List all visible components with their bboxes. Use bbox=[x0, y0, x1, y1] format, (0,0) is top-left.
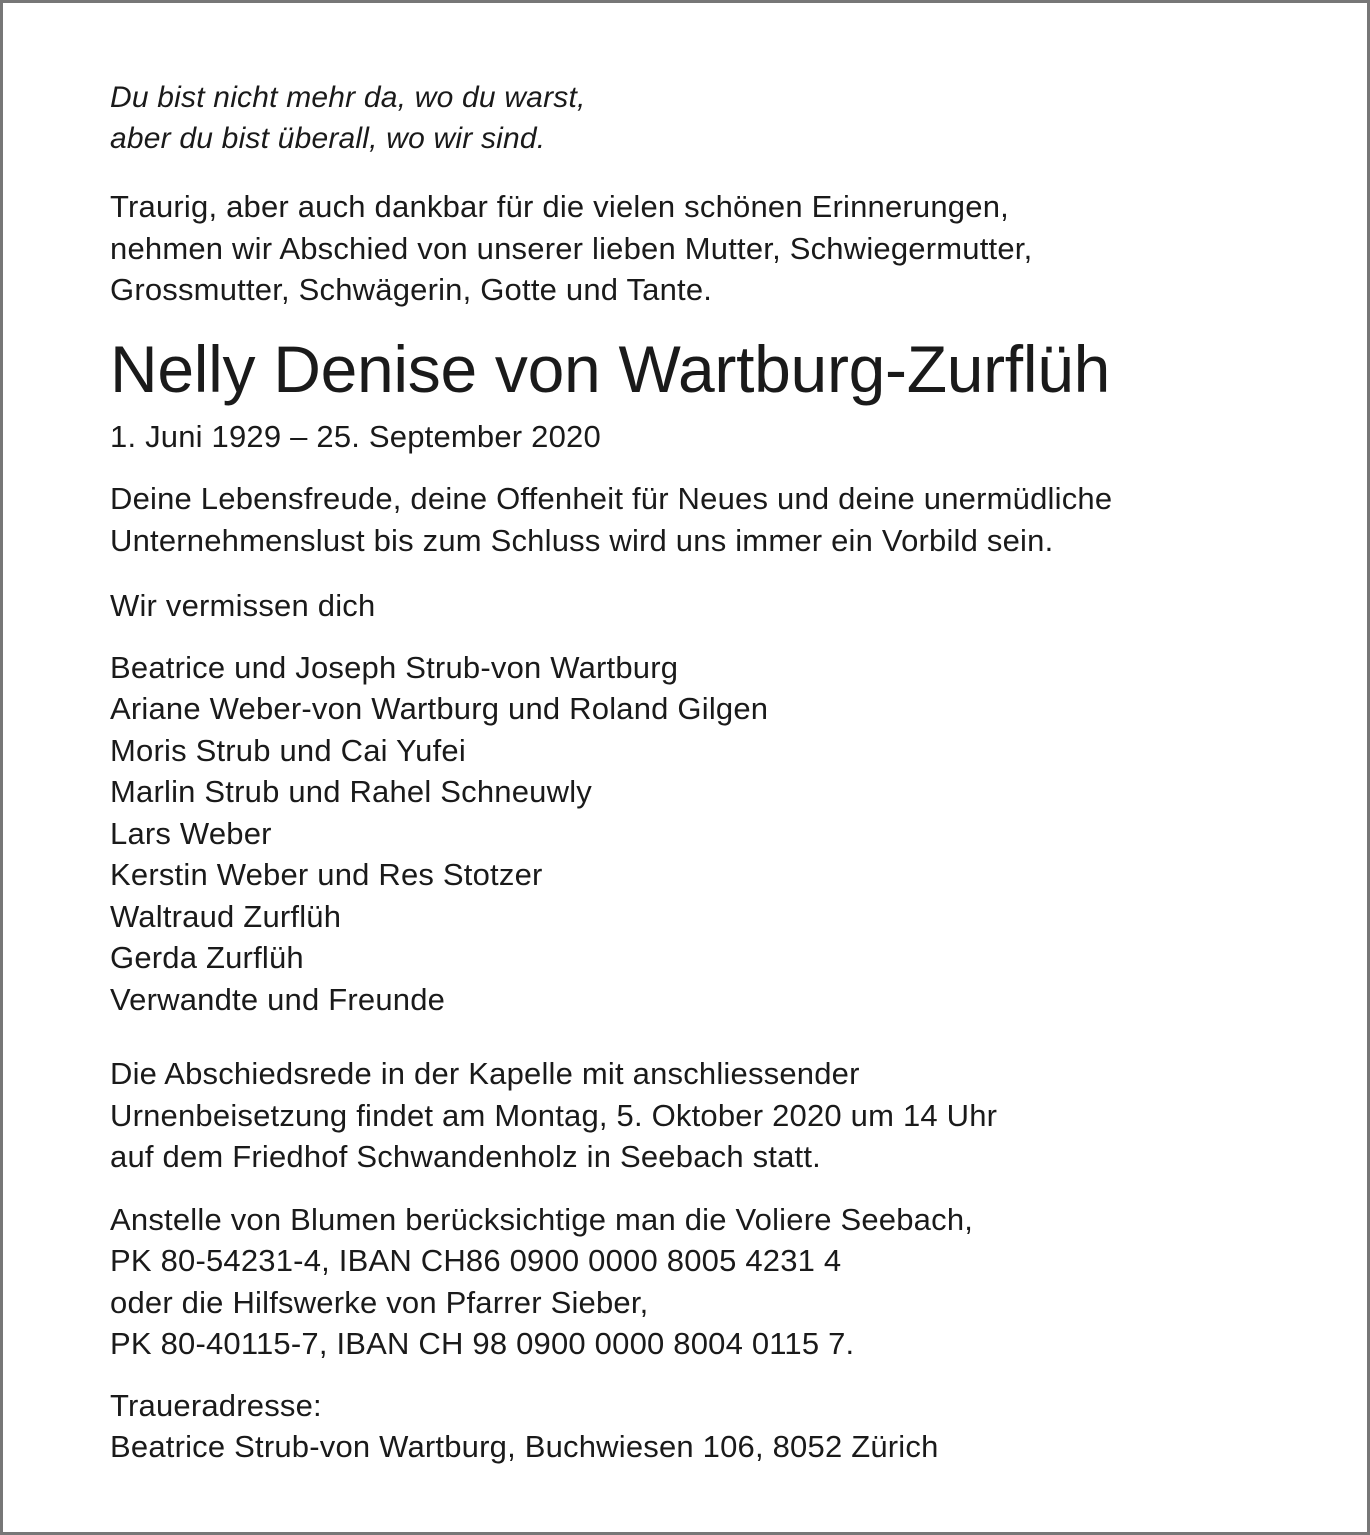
miss-statement bbox=[110, 585, 1310, 627]
mourner-item: Waltraud Zurflüh bbox=[110, 898, 342, 934]
intro-line: Traurig, aber auch dankbar für die vielen schönen Erinnerungen, bbox=[110, 189, 1009, 224]
mourner-item: Lars Weber bbox=[110, 815, 272, 851]
motto-line: aber du bist überall, wo wir sind. bbox=[110, 122, 546, 155]
donation-line: PK 80-54231-4, IBAN CH86 0900 0000 8005 4231 4 bbox=[110, 1243, 842, 1278]
ceremony-paragraph bbox=[110, 1053, 1310, 1178]
life-dates-text: 1. Juni 1929 – 25. September 2020 bbox=[110, 418, 601, 454]
mourner-item: Ariane Weber-von Wartburg und Roland Gilgen bbox=[110, 691, 769, 726]
intro-line: nehmen wir Abschied von unserer lieben Mutter, Schwiegermutter, bbox=[110, 230, 1033, 266]
donation-paragraph bbox=[110, 1199, 1310, 1365]
mourner-item: Verwandte und Freunde bbox=[110, 981, 446, 1017]
ceremony-line: Urnenbeisetzung findet am Montag, 5. Oktober 2020 um 14 Uhr bbox=[110, 1097, 998, 1133]
mourning-address bbox=[110, 1385, 1310, 1468]
donation-line: Anstelle von Blumen berücksichtige man die Voliere Seebach, bbox=[110, 1201, 974, 1237]
tribute-paragraph bbox=[110, 478, 1310, 561]
intro-paragraph bbox=[110, 186, 1310, 311]
mourner-item: Moris Strub und Cai Yufei bbox=[110, 732, 466, 768]
deceased-name: Nelly Denise von Wartburg-Zurflüh bbox=[110, 331, 1111, 406]
mourner-item: Beatrice und Joseph Strub-von Wartburg bbox=[110, 649, 679, 685]
address-value: Beatrice Strub-von Wartburg, Buchwiesen 106, 8052 Zürich bbox=[110, 1429, 939, 1464]
donation-line: oder die Hilfswerke von Pfarrer Sieber, bbox=[110, 1284, 649, 1320]
motto-line: Du bist nicht mehr da, wo du warst, bbox=[110, 81, 586, 114]
mourner-item: Kerstin Weber und Res Stotzer bbox=[110, 857, 543, 892]
mourner-item: Marlin Strub und Rahel Schneuwly bbox=[110, 774, 592, 809]
life-dates bbox=[110, 416, 1310, 458]
tribute-line: Deine Lebensfreude, deine Offenheit für Neues und deine unermüdliche bbox=[110, 481, 1113, 516]
donation-line: PK 80-40115-7, IBAN CH 98 0900 0000 8004 0115 7. bbox=[110, 1326, 855, 1361]
mourner-item: Gerda Zurflüh bbox=[110, 940, 304, 975]
motto-verse bbox=[110, 77, 1310, 159]
miss-text: Wir vermissen dich bbox=[110, 588, 376, 623]
intro-line: Grossmutter, Schwägerin, Gotte und Tante. bbox=[110, 272, 713, 307]
obituary-content bbox=[110, 77, 1310, 1468]
ceremony-line: Die Abschiedsrede in der Kapelle mit anschliessender bbox=[110, 1056, 860, 1091]
tribute-line: Unternehmenslust bis zum Schluss wird uns immer ein Vorbild sein. bbox=[110, 522, 1054, 558]
ceremony-line: auf dem Friedhof Schwandenholz in Seebach statt. bbox=[110, 1139, 821, 1174]
address-label: Traueradresse: bbox=[110, 1387, 322, 1423]
mourners-list bbox=[110, 647, 1310, 1021]
